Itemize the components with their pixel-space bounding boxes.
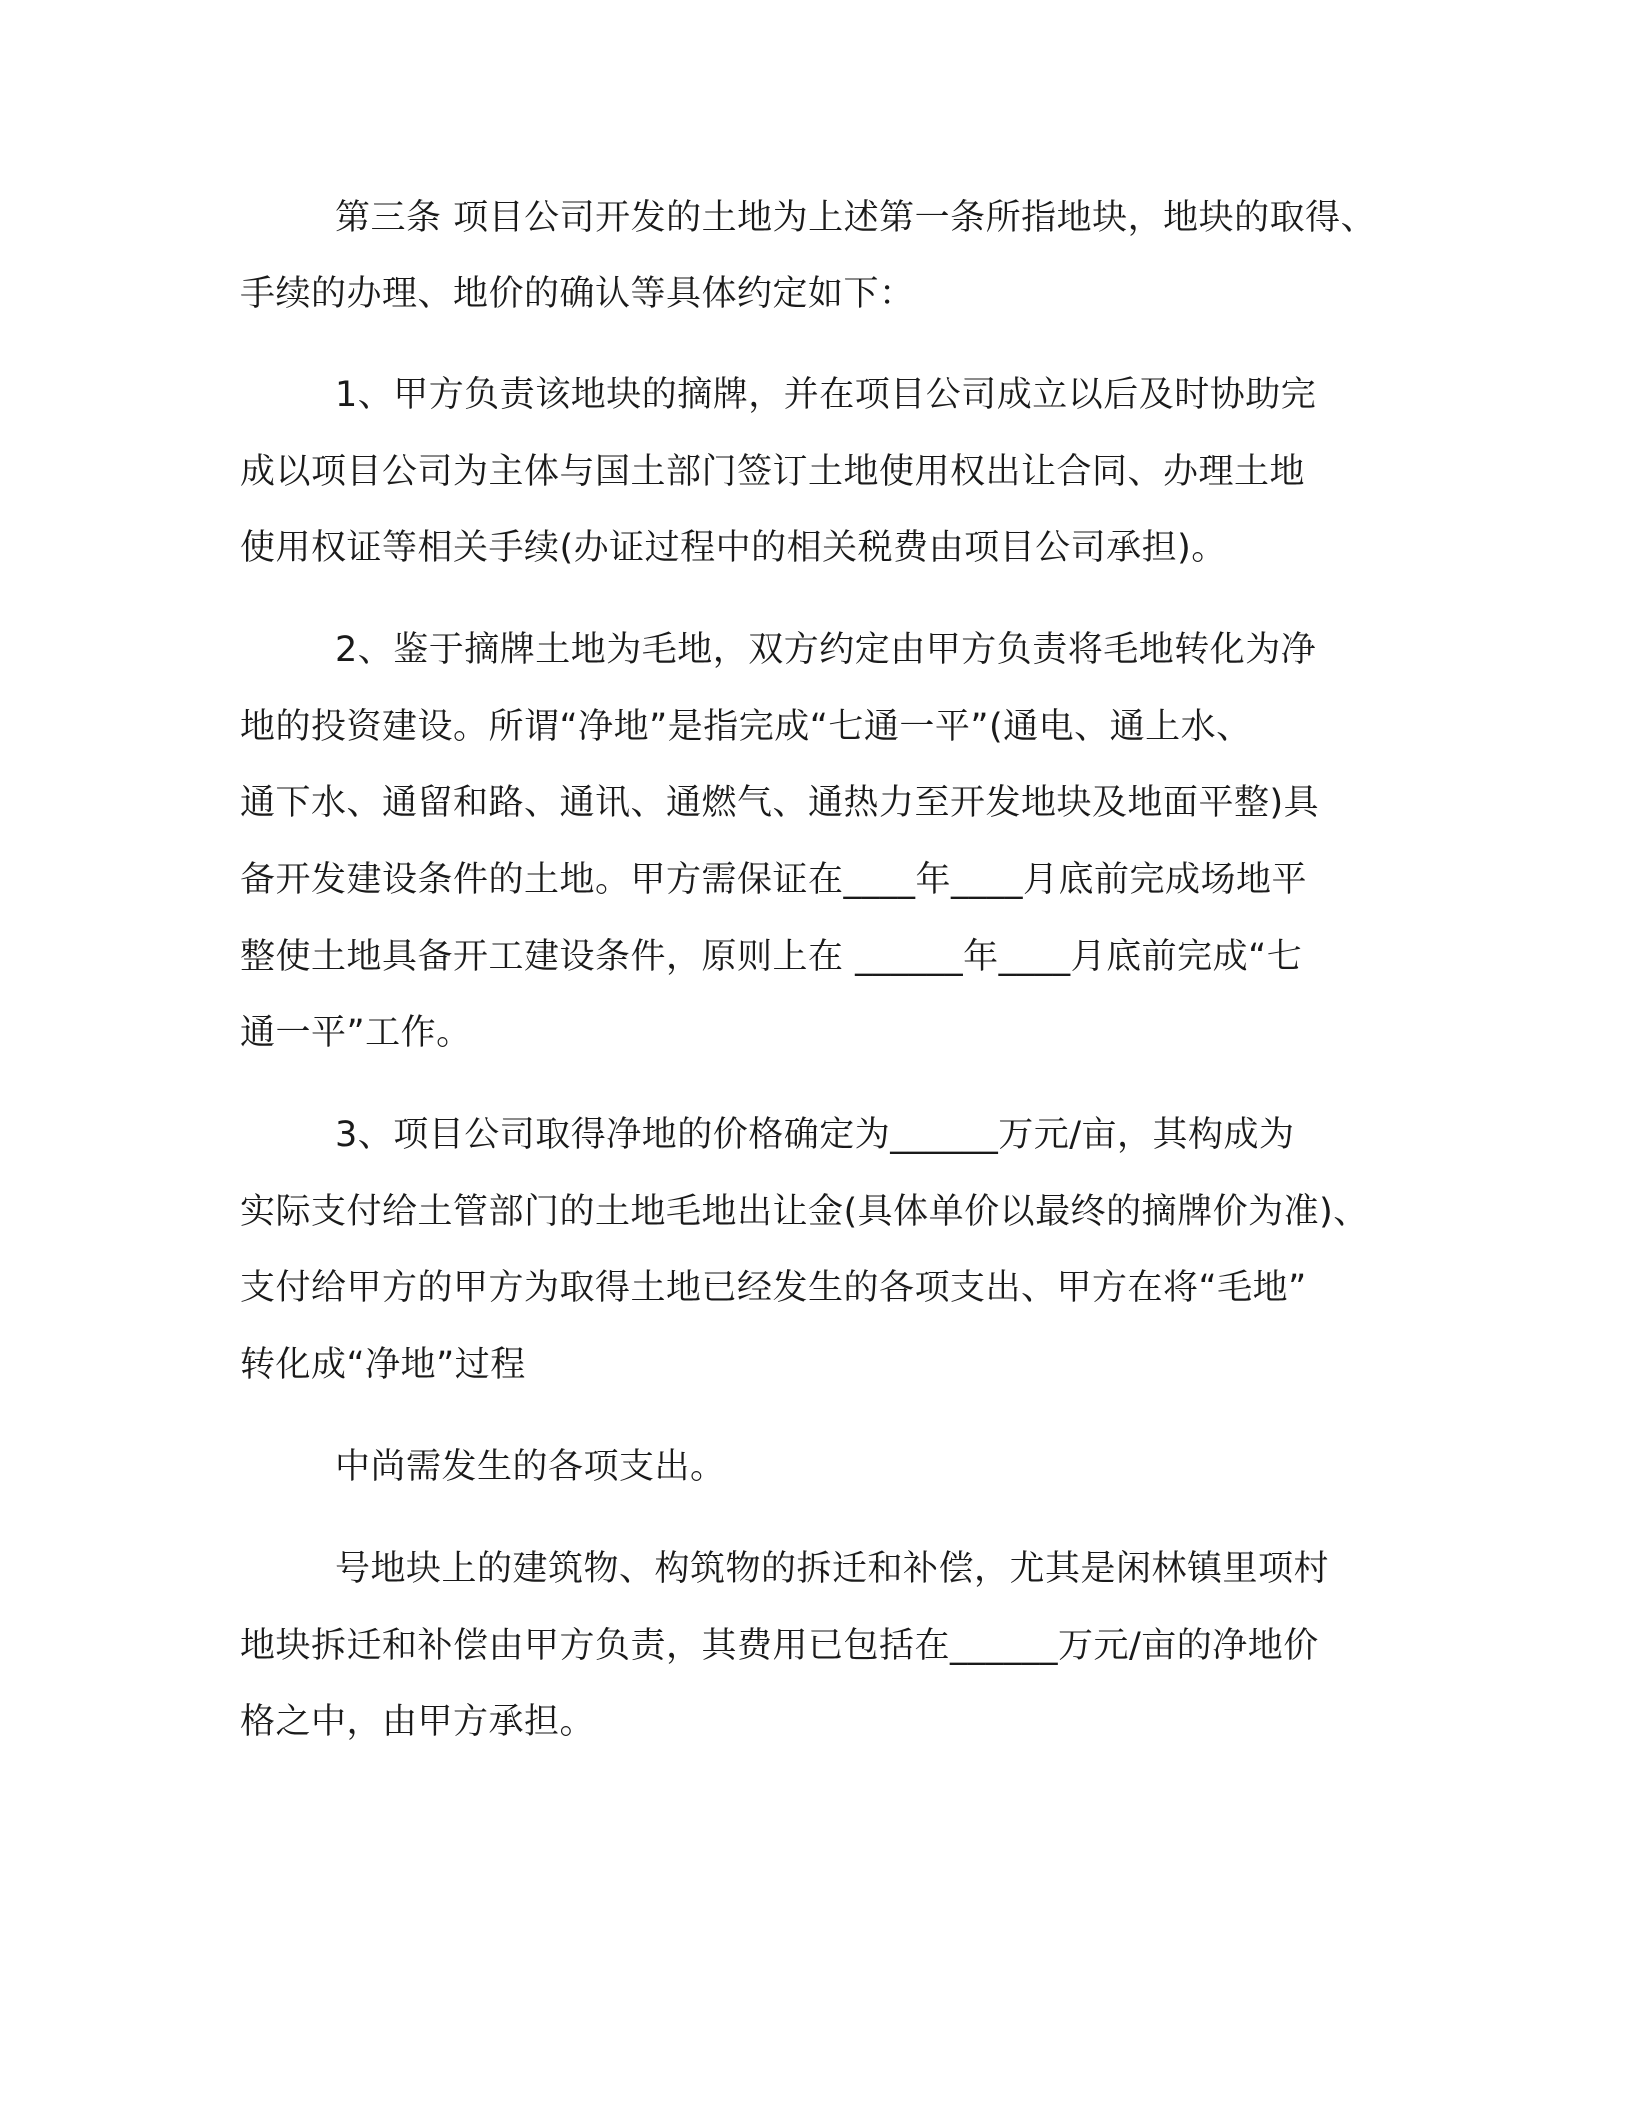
paragraph-1-line-2: 手续的办理、地价的确认等具体约定如下： [240, 274, 915, 314]
paragraph-3-line-5: 整使土地具备开工建设条件，原则上在 ______年____月底前完成“七 [240, 937, 1303, 977]
paragraph-3-line-3: 通下水、通留和路、通讯、通燃气、通热力至开发地块及地面平整)具 [240, 783, 1320, 823]
paragraph-2-line-2: 成以项目公司为主体与国土部门签订土地使用权出让合同、办理土地 [240, 452, 1306, 492]
paragraph-6-line-3: 格之中，由甲方承担。 [240, 1702, 596, 1742]
paragraph-4-line-4: 转化成“净地”过程 [240, 1345, 526, 1385]
paragraph-5-line-1: 中尚需发生的各项支出。 [335, 1447, 726, 1487]
paragraph-3-line-6: 通一平”工作。 [240, 1013, 472, 1053]
paragraph-3-line-2: 地的投资建设。所谓“净地”是指完成“七通一平”(通电、通上水、 [240, 707, 1252, 747]
paragraph-1-line-1: 第三条 项目公司开发的土地为上述第一条所指地块，地块的取得、 [335, 198, 1377, 238]
paragraph-4-line-1: 3、项目公司取得净地的价格确定为______万元/亩，其构成为 [335, 1115, 1295, 1155]
paragraph-2-line-3: 使用权证等相关手续(办证过程中的相关税费由项目公司承担)。 [240, 528, 1227, 568]
paragraph-6-line-2: 地块拆迁和补偿由甲方负责，其费用已包括在______万元/亩的净地价 [240, 1626, 1319, 1666]
paragraph-4-line-2: 实际支付给土管部门的土地毛地出让金(具体单价以最终的摘牌价为准)、 [240, 1192, 1369, 1232]
paragraph-3-line-1: 2、鉴于摘牌土地为毛地，双方约定由甲方负责将毛地转化为净 [335, 630, 1317, 670]
paragraph-6-line-1: 号地块上的建筑物、构筑物的拆迁和补偿，尤其是闲林镇里项村 [335, 1549, 1330, 1589]
paragraph-4-line-3: 支付给甲方的甲方为取得土地已经发生的各项支出、甲方在将“毛地” [240, 1268, 1307, 1308]
paragraph-2-line-1: 1、甲方负责该地块的摘牌，并在项目公司成立以后及时协助完 [335, 375, 1317, 415]
paragraph-3-line-4: 备开发建设条件的土地。甲方需保证在____年____月底前完成场地平 [240, 860, 1308, 900]
